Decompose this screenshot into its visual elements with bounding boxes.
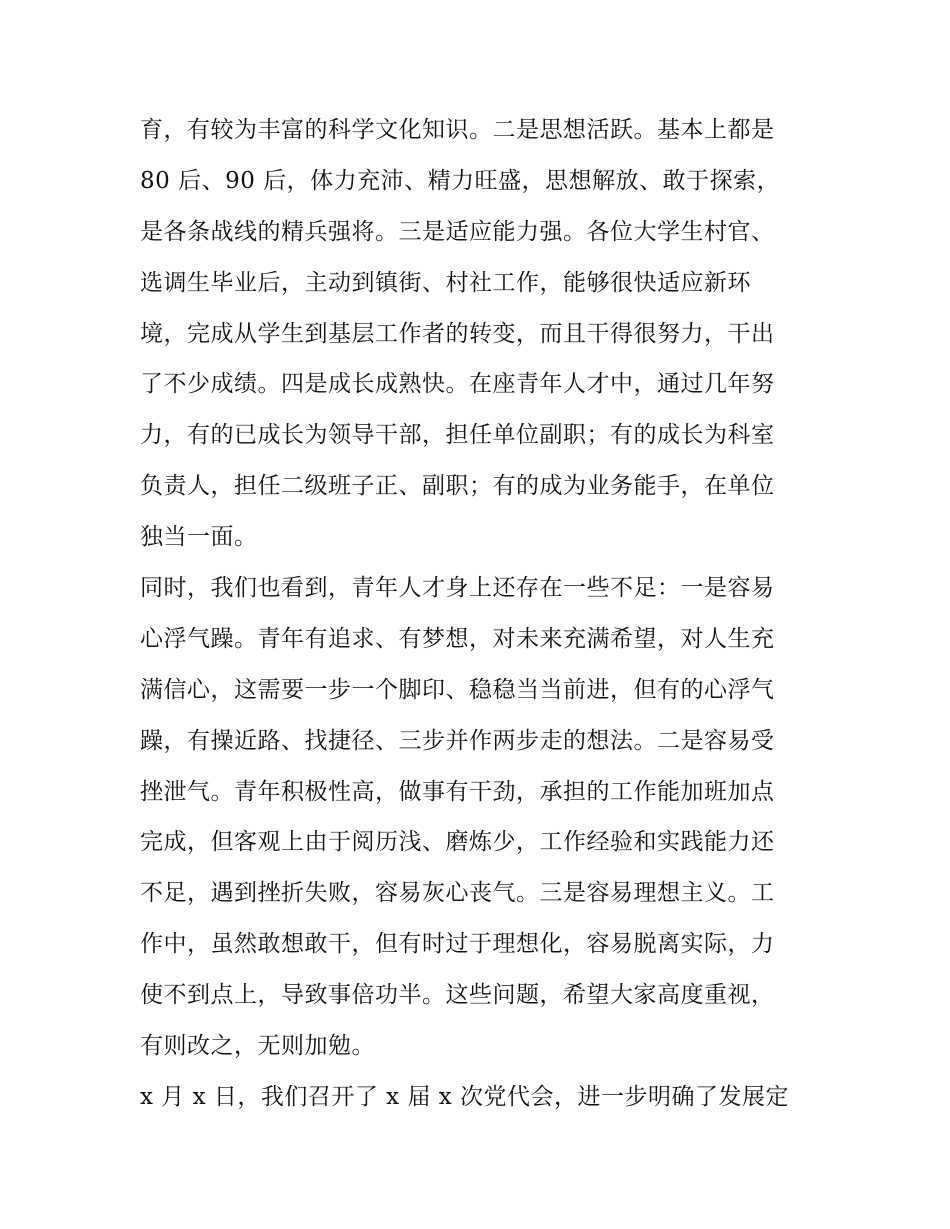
document-body: [140, 110, 840, 1128]
text-line-14: 挫泄气。青年积极性高，做事有干劲，承担的工作能加班加点: [140, 778, 775, 805]
text-line-3: 是各条战线的精兵强将。三是适应能力强。各位大学生村官、: [140, 218, 775, 245]
text-line-4: 选调生毕业后，主动到镇街、村社工作，能够很快适应新环: [140, 269, 751, 296]
text-line-16: 不足，遇到挫折失败，容易灰心丧气。三是容易理想主义。工: [140, 880, 775, 907]
text-line-5: 境，完成从学生到基层工作者的转变，而且干得很努力，干出: [140, 320, 775, 347]
text-line-17: 作中，虽然敢想敢干，但有时过于理想化，容易脱离实际，力: [140, 931, 775, 958]
text-line-15: 完成，但客观上由于阅历浅、磨炼少，工作经验和实践能力还: [140, 829, 775, 856]
text-line-13: 躁，有操近路、找捷径、三步并作两步走的想法。二是容易受: [140, 727, 775, 754]
text-line-2: 80 后、90 后，体力充沛、精力旺盛，思想解放、敢于探索，: [140, 167, 781, 194]
text-line-7: 力，有的已成长为领导干部，担任单位副职；有的成长为科室: [140, 422, 775, 449]
text-line-8: 负责人，担任二级班子正、副职；有的成为业务能手，在单位: [140, 473, 775, 500]
text-line-11: 心浮气躁。青年有追求、有梦想，对未来充满希望，对人生充: [140, 625, 775, 652]
text-line-19: 有则改之，无则加勉。: [140, 1033, 375, 1060]
text-line-10: 同时，我们也看到，青年人才身上还存在一些不足：一是容易: [140, 575, 775, 602]
text-line-9: 独当一面。: [140, 524, 258, 551]
text-line-6: 了不少成绩。四是成长成熟快。在座青年人才中，通过几年努: [140, 371, 775, 398]
text-line-1: 育，有较为丰富的科学文化知识。二是思想活跃。基本上都是: [140, 117, 775, 143]
text-line-20: x 月 x 日，我们召开了 x 届 x 次党代会，进一步明确了发展定: [140, 1083, 790, 1110]
text-line-18: 使不到点上，导致事倍功半。这些问题，希望大家高度重视，: [140, 982, 775, 1009]
text-line-12: 满信心，这需要一步一个脚印、稳稳当当前进，但有的心浮气: [140, 676, 775, 703]
